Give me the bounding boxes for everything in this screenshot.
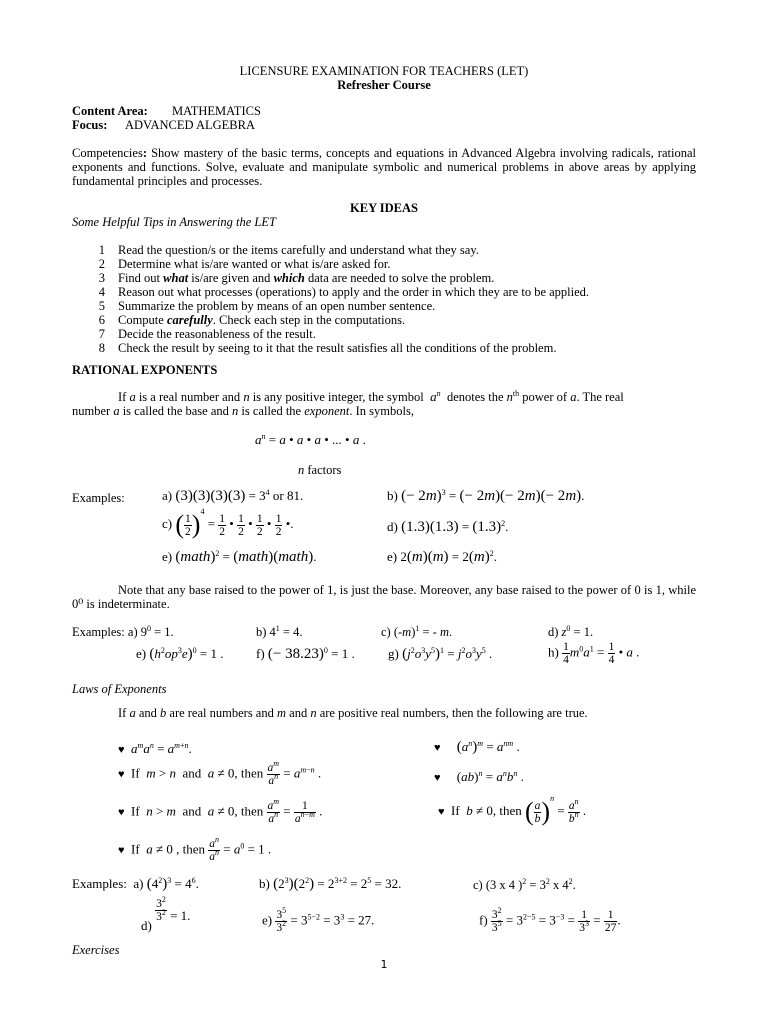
item-label: d) — [141, 918, 152, 933]
example-2e: e) $(h^2op^3e)^0 = 1$ . — [136, 646, 224, 662]
note-paragraph: Note that any base raised to the power of 1, is just the base. Moreover, any base raised to the power of 0 is 1, while 0⁰ is indeterminate. — [72, 583, 696, 611]
item-label: c) — [381, 625, 391, 639]
tip-text: Check the result by seeing to it that the result satisfies all the conditions of the problem. — [118, 341, 557, 355]
document-subtitle: Refresher Course — [337, 78, 431, 92]
var-n: n — [506, 390, 513, 404]
tip-number: 3 — [98, 271, 105, 285]
tip-item — [60, 341, 589, 355]
heart-bullet-icon: ♥ — [118, 806, 125, 819]
item-label: b) — [259, 876, 270, 891]
law-zero-exponent: ♥ If a ≠ 0 , then $\frac{a^n}{a^n}$ = $a^0 = 1$ . — [118, 835, 272, 863]
example-2d: d) $z^0 = 1$. — [548, 624, 594, 639]
tip-number: 2 — [98, 257, 105, 271]
example-1a: a) $(3)(3)(3)(3) = 3^4$ or 81. — [162, 488, 304, 504]
example-1c: c) ( $\frac{1}{2}$ )$^4$ = $\frac{1}{2}$ • $\frac{1}{2}$ • $\frac{1}{2}$ • $\frac{1}{2}$ •. — [162, 506, 294, 539]
focus-value: ADVANCED ALGEBRA — [125, 118, 255, 132]
examples-label-1: Examples: — [72, 491, 125, 505]
laws-heading: Laws of Exponents — [72, 682, 167, 696]
heart-bullet-icon: ♥ — [434, 772, 441, 784]
laws-intro: If a and b are real numbers and m and n are positive real numbers, then the following are true. — [118, 706, 588, 720]
tip-number: 6 — [98, 313, 105, 327]
example-2b: b) $4^1 = 4$. — [256, 624, 303, 639]
tip-item — [60, 257, 589, 271]
example-1d: d) $(1.3)(1.3) = (1.3)^2$. — [387, 519, 509, 535]
item-label: a) — [127, 625, 138, 639]
tip-item — [60, 313, 589, 327]
law-product: ♥ $a^ma^n = a^{m+n}$. — [118, 741, 192, 756]
document-title: LICENSURE EXAMINATION FOR TEACHERS (LET) — [239, 64, 529, 78]
tip-text: Find out — [118, 271, 164, 285]
text-span: . In symbols, — [349, 404, 414, 418]
tip-text: data are needed to solve the problem. — [304, 271, 495, 285]
competencies-paragraph — [72, 146, 696, 188]
example-3c: c) (3 x 4 )$^2 = 3^2$ x $4^2$. — [473, 877, 576, 892]
text-span: is called the — [238, 404, 305, 418]
example-1e2: e) $2(m)(m) = 2(m)^2$. — [387, 549, 497, 565]
law-quotient-2: ♥ If n > m and a ≠ 0, then $\frac{a^m}{a^n}$ = $\frac{1}{a^{n-m}}$ . — [118, 797, 323, 825]
item-label: b) — [387, 488, 398, 503]
law-power-of-product: ♥ $(ab)^n = a^nb^n$ . — [434, 769, 524, 784]
competencies-colon: : — [142, 146, 147, 160]
example-2c: c) $(-m)^1$ = - m. — [381, 624, 453, 639]
page-number: 1 — [380, 958, 388, 971]
text-span: power of — [519, 390, 571, 404]
item-label: a) — [133, 876, 144, 891]
tip-number: 4 — [98, 285, 105, 299]
tip-text: Determine what is/are wanted or what is/are asked for. — [118, 257, 391, 271]
examples-label-2: Examples: a) $9^0 = 1$. — [72, 624, 174, 639]
item-label: f) — [479, 912, 488, 928]
th-sup: th — [512, 389, 520, 398]
item-label: g) — [388, 646, 399, 661]
heart-bullet-icon: ♥ — [118, 844, 125, 857]
tip-emphasis: carefully — [166, 313, 213, 327]
example-3b: b) $(2^3)(2^2) = 2^{3+2} = 2^5 = 32$. — [259, 876, 402, 892]
heart-bullet-icon: ♥ — [118, 744, 125, 756]
item-label: e) — [387, 549, 398, 564]
tip-item — [60, 327, 589, 341]
tip-number: 7 — [98, 327, 105, 341]
var-n: n — [298, 463, 305, 477]
exercises-heading: Exercises — [72, 943, 120, 957]
definition-line-2: number a is called the base and n is called the exponent. In symbols, — [72, 404, 414, 418]
content-area-line — [72, 104, 261, 118]
text-span: is any positive integer, the symbol — [249, 390, 427, 404]
text-span: or 81. — [269, 488, 304, 503]
item-label: d) — [548, 625, 559, 639]
text-span: is a real number and — [135, 390, 244, 404]
content-area-label: Content Area: — [72, 104, 148, 118]
competencies-label: Competencies — [72, 146, 143, 160]
tip-item — [60, 285, 589, 299]
tip-text: . Check each step in the computations. — [212, 313, 406, 327]
example-2g: g) $(j^2o^3y^5)^1 = j^2o^3y^5$ . — [388, 646, 493, 662]
var-a: a — [129, 390, 136, 404]
example-3d: d) $\frac{3^2}{3^2}$ = 1. — [141, 895, 191, 933]
item-label: b) — [256, 625, 267, 639]
var-n: n — [243, 390, 250, 404]
definition-formula: $a^n = a$ • a • a • ... • a . — [255, 432, 366, 447]
focus-label: Focus: — [72, 118, 108, 132]
tip-emphasis: what — [163, 271, 189, 285]
content-area-value: MATHEMATICS — [172, 104, 261, 118]
heart-bullet-icon: ♥ — [438, 805, 445, 818]
definition-line-1: If a is a real number and n is any positive integer, the symbol $a^n$ denotes the $n^{th}$ power of a. The real — [118, 389, 624, 404]
tip-number: 5 — [98, 299, 105, 313]
tip-item — [60, 271, 589, 285]
example-3f: f) $\frac{3^2}{3^5}$ = $3^{2-5} = 3^{-3}$ = $\frac{1}{3^3}$ = $\frac{1}{27}$ . — [479, 906, 621, 934]
tip-number: 1 — [98, 243, 105, 257]
heart-bullet-icon: ♥ — [434, 742, 441, 754]
tip-item — [60, 243, 589, 257]
example-3e: e) $\frac{3^5}{3^2}$ = $3^{5-2} = 3^3 = 27$. — [262, 906, 375, 934]
text-span: Examples: — [72, 625, 125, 639]
tip-text: Reason out what processes (operations) to apply and the order in which they are to be applied. — [118, 285, 590, 299]
focus-line — [72, 118, 255, 132]
text-span: denotes the — [443, 390, 507, 404]
tip-text: Decide the reasonableness of the result. — [118, 327, 316, 341]
item-label: e) — [136, 646, 147, 661]
tip-text: is/are given and — [188, 271, 274, 285]
text-span: is called the base and — [119, 404, 233, 418]
item-label: c) — [162, 515, 173, 531]
item-label: c) — [473, 878, 483, 892]
law-power-of-quotient: ♥ If b ≠ 0, then ( $\frac{a}{b}$ )$^n$ = $\frac{a^n}{b^n}$ . — [438, 793, 587, 826]
text-span: Examples: — [72, 876, 127, 891]
tip-text: Summarize the problem by means of an open number sentence. — [118, 299, 436, 313]
item-label: e) — [162, 549, 173, 564]
tip-emphasis: which — [273, 271, 305, 285]
example-1e: e) (math)$^2$ = (math)(math). — [162, 549, 317, 565]
tip-text: Read the question/s or the items carefully and understand what they say. — [118, 243, 479, 257]
tip-text: Compute — [118, 313, 167, 327]
heart-bullet-icon: ♥ — [118, 768, 125, 781]
tips-heading: Some Helpful Tips in Answering the LET — [72, 215, 276, 229]
example-3a: Examples: a) $(4^2)^3 = 4^6$. — [72, 876, 199, 892]
competencies-text: Show mastery of the basic terms, concepts and equations in Advanced Algebra involving radicals, rational exponents and functions. Solve, evaluate and manipulate symbolic and numerical problems in above areas by applying fundamental principles and processes. — [72, 146, 696, 188]
exponent-term: exponent — [304, 404, 350, 418]
law-power-of-power: ♥ $(a^n)^m = a^{nm}$ . — [434, 739, 520, 755]
item-label: h) — [548, 644, 559, 660]
n-factors-label — [298, 463, 341, 477]
example-2f: f) (− 38.23)$^0$ = 1 . — [256, 646, 355, 662]
example-2h: h) $\frac{1}{4}$ $m^0a^1$ = $\frac{1}{4}$ • a . — [548, 641, 640, 666]
law-quotient-1: ♥ If m > n and a ≠ 0, then $\frac{a^m}{a^n}$ = $a^{m-n}$ . — [118, 759, 322, 787]
tip-number: 8 — [98, 341, 105, 355]
symbol-a-n: $a^n$ — [430, 389, 441, 404]
example-1b: b) (− 2m)$^3$ = (− 2m)(− 2m)(− 2m). — [387, 488, 585, 504]
item-label: d) — [387, 519, 398, 534]
item-label: f) — [256, 646, 265, 661]
tip-item — [60, 299, 589, 313]
item-label: a) — [162, 488, 173, 503]
key-ideas-heading: KEY IDEAS — [350, 201, 418, 215]
text-span: number — [72, 404, 114, 418]
tips-list — [60, 243, 589, 355]
text-span: . The real — [576, 390, 624, 404]
item-label: e) — [262, 912, 273, 928]
rational-exponents-heading: RATIONAL EXPONENTS — [72, 363, 218, 377]
text-span: If — [118, 390, 130, 404]
text-span: factors — [304, 463, 342, 477]
